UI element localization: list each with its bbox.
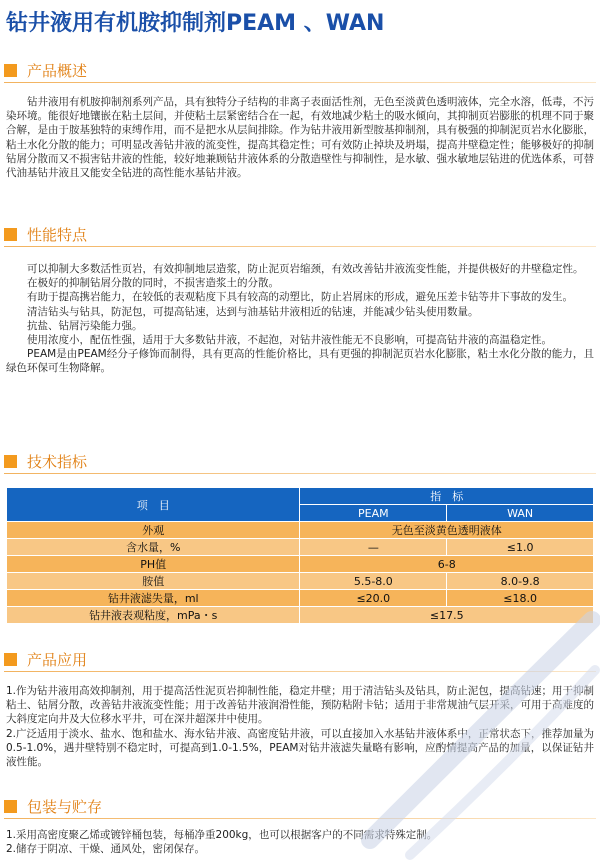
table-cell-peam: — [300, 539, 447, 556]
table-cell-wan: 8.0-9.8 [447, 573, 594, 590]
section-application-label: 产品应用 [27, 650, 88, 669]
packaging-paragraph-2: 2.储存于阴凉、干燥、通风处，密闭保存。 [6, 843, 206, 856]
section-overview-heading [4, 61, 87, 79]
features-paragraph-5: 抗盐、钻屑污染能力强。 [27, 319, 143, 332]
section-features-heading [4, 225, 87, 243]
orange-square-icon [4, 455, 17, 468]
section-features-body [6, 262, 594, 376]
table-row [7, 522, 594, 539]
features-paragraph-2: 在极好的抑制钻屑分散的同时，不损害造浆土的分散。 [27, 277, 279, 290]
orange-square-icon [4, 228, 17, 241]
packaging-paragraph-1: 1.采用高密度聚乙烯或镀锌桶包装，每桶净重200kg，也可以根据客户的不同需求特殊定制。 [6, 829, 438, 841]
features-paragraph-1: 可以抑制大多数活性页岩，有效抑制地层造浆，防止泥页岩缩颈，有效改善钻井液流变性能，并提供极好的井壁稳定性。 [27, 263, 584, 275]
orange-square-icon [4, 64, 17, 77]
orange-square-icon [4, 653, 17, 666]
table-cell-value: 无色至淡黄色透明液体 [300, 522, 594, 539]
table-cell-peam: 5.5-8.0 [300, 573, 447, 590]
table-cell-wan: ≤1.0 [447, 539, 594, 556]
section-application-heading [4, 650, 87, 668]
section-specs-label: 技术指标 [27, 452, 88, 471]
table-cell-item: 钻井液表观粘度，mPa・s [7, 607, 300, 624]
table-cell-value: 6-8 [300, 556, 594, 573]
features-paragraph-6: 使用浓度小，配伍性强，适用于大多数钻井液，不起泡，对钻井液性能无不良影响，可提高钻井液的高温稳定性。 [27, 334, 552, 347]
table-cell-item: 胺值 [7, 573, 300, 590]
table-row [7, 590, 594, 607]
section-specs-heading [4, 452, 87, 470]
orange-square-icon [4, 800, 17, 813]
features-paragraph-7: PEAM是由PEAM经分子修饰而制得，具有更高的性能价格比，具有更强的抑制泥页岩水化膨胀，粘土水化分散的能力，且绿色环保可生物降解。 [6, 348, 594, 375]
page-title: 钻井液用有机胺抑制剂PEAM 、WAN [6, 11, 385, 36]
section-overview-label: 产品概述 [27, 61, 88, 80]
table-row [7, 607, 594, 624]
table-cell-item: 含水量，% [7, 539, 300, 556]
table-header-item: 项 目 [7, 488, 300, 522]
specs-table [6, 487, 594, 624]
table-row [7, 556, 594, 573]
features-paragraph-3: 有助于提高携岩能力，在较低的表观粘度下具有较高的动塑比，防止岩屑床的形成，避免压差卡钻等井下事故的发生。 [27, 291, 573, 304]
table-cell-item: 钻井液滤失量，ml [7, 590, 300, 607]
table-header-peam: PEAM [300, 505, 447, 522]
section-packaging-body [6, 828, 594, 856]
application-paragraph-2: 2.广泛适用于淡水、盐水、饱和盐水、海水钻井液、高密度钻井液，可以直接加入水基钻井液体系中，正常状态下，推荐加量为0.5-1.0%，遇井壁特别不稳定时，可提高到1.0-1.5%，PEAM对钻井液滤失量略有影响，应酌情提高产品的加量，以保证钻井液性能。 [6, 727, 594, 769]
section-application-body [6, 684, 594, 769]
table-header-index: 指 标 [300, 488, 594, 505]
table-header-wan: WAN [447, 505, 594, 522]
application-paragraph-1: 1.作为钻井液用高效抑制剂，用于提高活性泥页岩抑制性能，稳定井壁；用于清洁钻头及钻具，防止泥包，提高钻速；用于抑制粘土、钻屑分散，改善钻井液流变性能；用于改善钻井液润滑性能，预防粘附卡钻；适用于非常规油气层开采，可用于高难度的大斜度定向井及大位移水平井，可在深井超深井中使用。 [6, 685, 594, 726]
section-features-label: 性能特点 [27, 225, 88, 244]
table-row [7, 573, 594, 590]
table-cell-wan: ≤18.0 [447, 590, 594, 607]
overview-paragraph: 钻井液用有机胺抑制剂系列产品，具有独特分子结构的非离子表面活性剂，无色至淡黄色透明液体，完全水溶，低毒，不污染环境。能很好地镶嵌在粘土层间，并使粘土层紧密结合在一起，有效地减少粘土的吸水倾向，其抑制页岩膨胀的机理不同于聚合解，是由于胺基独特的束缚作用，而不是把水从层间排除。作为钻井液用新型胺基抑制剂，具有极强的抑制泥页岩水化膨胀，粘土水化分散的能力；可明显改善钻井液的流变性，提高其稳定性；可有效防止掉块及坍塌，提高井壁稳定性；能够极好的抑制钻屑分散而又不损害钻井液的性能，较好地兼顾钻井液体系的分散造壁性与抑制性，是水敏、强水敏地层钻进的优选体系，可替代油基钻井液且又能安全钻进的高性能水基钻井液。 [6, 96, 594, 180]
table-row [7, 539, 594, 556]
table-cell-item: 外观 [7, 522, 300, 539]
section-packaging-heading [4, 797, 102, 815]
table-cell-value: ≤17.5 [300, 607, 594, 624]
table-cell-peam: ≤20.0 [300, 590, 447, 607]
section-packaging-label: 包装与贮存 [27, 797, 103, 816]
features-paragraph-4: 清洁钻头与钻具，防泥包，可提高钻速，达到与油基钻井液相近的钻速，并能减少钻头使用数量。 [27, 305, 479, 318]
table-cell-item: PH值 [7, 556, 300, 573]
section-overview-body [6, 95, 594, 180]
